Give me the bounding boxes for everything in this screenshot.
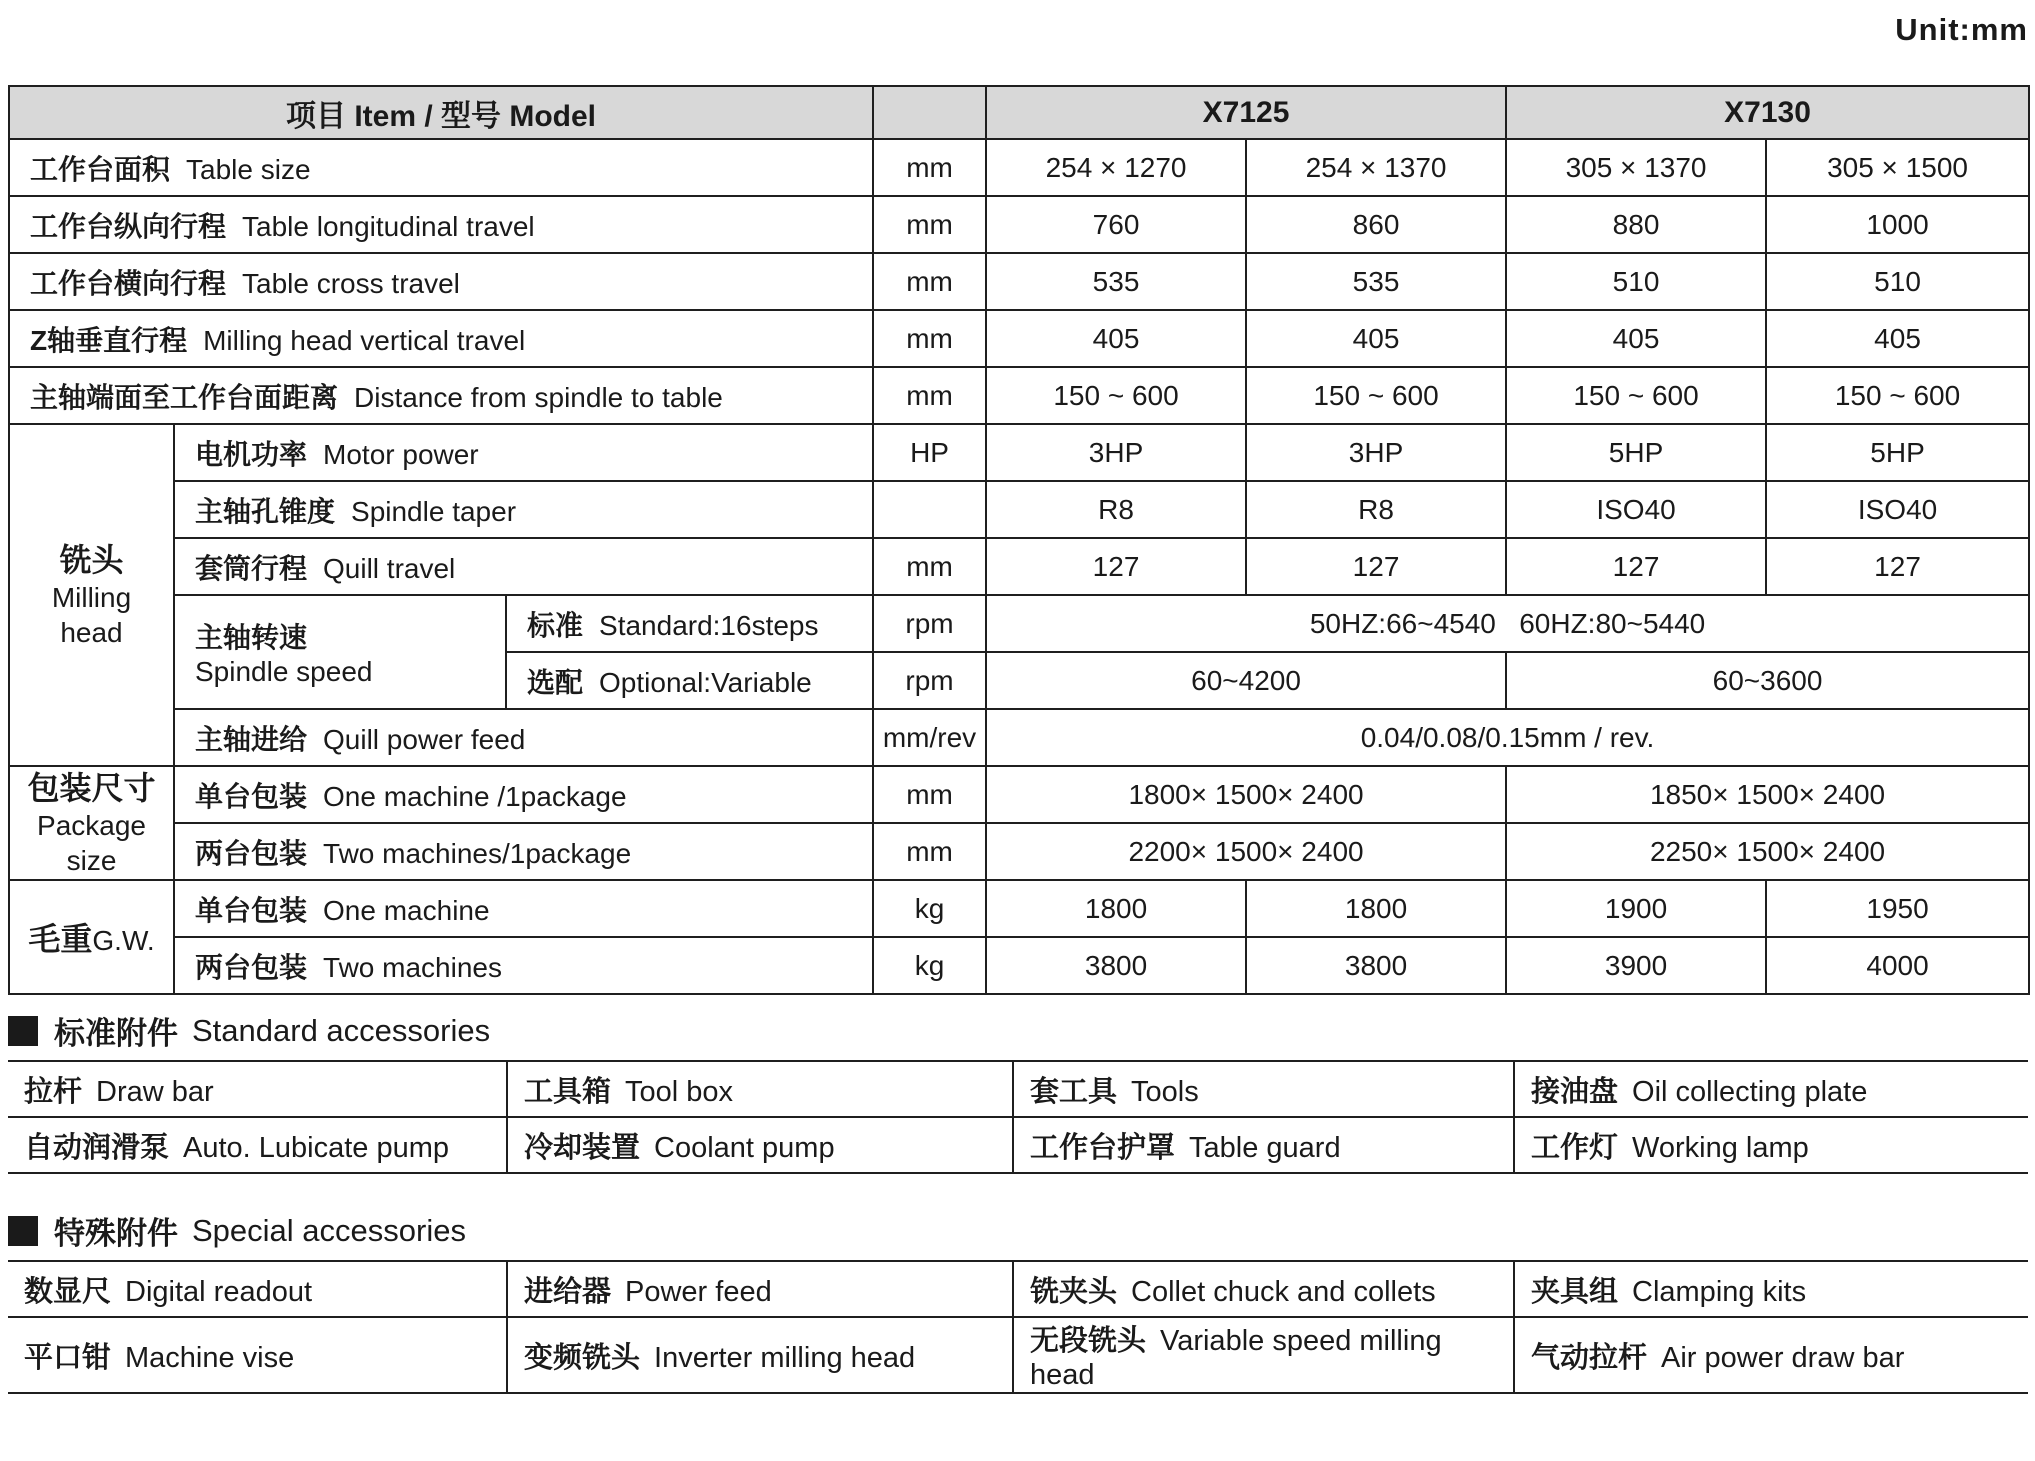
accessory-en: Tool box: [625, 1075, 734, 1108]
value-cell: 5HP: [1506, 424, 1766, 481]
row-label-zh: 主轴孔锥度: [195, 495, 336, 527]
row-vertical-travel: [9, 310, 2029, 367]
table-row: [8, 1317, 2028, 1393]
row-label-en: Table size: [186, 153, 311, 185]
value-cell: 535: [1246, 253, 1506, 310]
value-cell: R8: [1246, 481, 1506, 538]
accessory-zh: 气动拉杆: [1531, 1341, 1648, 1374]
model-header-x7130: X7130: [1506, 86, 2029, 139]
value-cell: 3HP: [986, 424, 1246, 481]
value-cell: 150 ~ 600: [1506, 367, 1766, 424]
value-cell: 405: [1246, 310, 1506, 367]
row-label: [9, 196, 873, 253]
section-title-en: Special accessories: [192, 1212, 466, 1248]
row-label: [174, 538, 873, 595]
section-bullet-square-icon: [8, 1216, 38, 1246]
accessory-cell: [507, 1261, 1013, 1317]
accessory-en: Collet chuck and collets: [1131, 1275, 1436, 1308]
group-label-gross-weight: [9, 880, 174, 994]
spindle-speed-label: [174, 595, 506, 709]
row-label-zh: 工作台纵向行程: [30, 210, 227, 242]
spec-table: [8, 85, 2030, 995]
row-label-zh: 标准: [527, 609, 584, 641]
accessory-zh: 平口钳: [24, 1341, 112, 1374]
row-label: [174, 481, 873, 538]
unit-cell: mm/rev: [873, 709, 986, 766]
unit-cell: rpm: [873, 595, 986, 652]
value-cell: 5HP: [1766, 424, 2029, 481]
row-package-one-machine: [9, 766, 2029, 823]
row-label-en: One machine /1package: [323, 780, 627, 812]
value-cell: 150 ~ 600: [1766, 367, 2029, 424]
value-cell: 3800: [1246, 937, 1506, 994]
value-cell: 405: [986, 310, 1246, 367]
unit-cell: mm: [873, 310, 986, 367]
group-label-zh: 铣头: [59, 542, 124, 578]
value-cell: 2200× 1500× 2400: [986, 823, 1506, 880]
group-label-en: G.W.: [92, 925, 155, 956]
accessory-cell: [1514, 1317, 2028, 1393]
accessory-cell: [1013, 1261, 1514, 1317]
accessory-cell: [507, 1117, 1013, 1173]
row-label: [9, 253, 873, 310]
value-cell: 1000: [1766, 196, 2029, 253]
accessory-cell: [1514, 1117, 2028, 1173]
row-label: [9, 139, 873, 196]
unit-cell: HP: [873, 424, 986, 481]
row-label-en: Quill travel: [323, 552, 456, 584]
special-accessories-heading: [8, 1208, 466, 1253]
value-cell: 1800: [986, 880, 1246, 937]
value-cell: 1800: [1246, 880, 1506, 937]
section-title-zh: 标准附件: [54, 1016, 178, 1051]
accessory-zh: 进给器: [524, 1275, 612, 1308]
value-cell: 3800: [986, 937, 1246, 994]
value-cell: 305 × 1370: [1506, 139, 1766, 196]
section-title-zh: 特殊附件: [54, 1216, 178, 1251]
group-label-milling-head: [9, 424, 174, 766]
row-label-zh: 主轴进给: [195, 723, 308, 755]
value-cell: 535: [986, 253, 1246, 310]
unit-cell: mm: [873, 367, 986, 424]
row-label-zh: 单台包装: [195, 780, 308, 812]
accessory-zh: 自动润滑泵: [24, 1131, 170, 1164]
row-label-en: Quill power feed: [323, 723, 526, 755]
value-cell: 60~3600: [1506, 652, 2029, 709]
value-cell: R8: [986, 481, 1246, 538]
accessory-zh: 无段铣头: [1030, 1325, 1147, 1357]
value-cell: 880: [1506, 196, 1766, 253]
speed-optional-label: [506, 652, 873, 709]
value-cell: ISO40: [1506, 481, 1766, 538]
row-label-en: One machine: [323, 894, 490, 926]
group-label-en: head: [60, 617, 123, 648]
accessory-zh: 套工具: [1030, 1075, 1118, 1108]
row-gw-two-machines: [9, 937, 2029, 994]
value-cell: ISO40: [1766, 481, 2029, 538]
unit-note: Unit:mm: [1895, 12, 2028, 47]
accessory-en: Machine vise: [125, 1341, 295, 1374]
accessory-en: Air power draw bar: [1661, 1341, 1905, 1374]
value-cell: 1800× 1500× 2400: [986, 766, 1506, 823]
accessory-zh: 工作灯: [1531, 1131, 1619, 1164]
row-label-en: Distance from spindle to table: [354, 381, 723, 413]
value-cell: 127: [1506, 538, 1766, 595]
row-cross-travel: [9, 253, 2029, 310]
accessory-cell: [1013, 1117, 1514, 1173]
row-label: [174, 937, 873, 994]
row-label-zh: 单台包装: [195, 894, 308, 926]
accessory-cell: [8, 1317, 507, 1393]
value-cell: 60~4200: [986, 652, 1506, 709]
section-bullet-square-icon: [8, 1016, 38, 1046]
row-label-zh: 两台包装: [195, 951, 308, 983]
accessory-zh: 铣夹头: [1030, 1275, 1118, 1308]
accessory-cell: [8, 1117, 507, 1173]
row-package-two-machines: [9, 823, 2029, 880]
accessory-cell: [507, 1317, 1013, 1393]
group-label-package-size: [9, 766, 174, 880]
unit-header-cell: [873, 86, 986, 139]
value-cell: 4000: [1766, 937, 2029, 994]
accessory-en: Table guard: [1189, 1131, 1341, 1164]
accessory-cell: [507, 1061, 1013, 1117]
accessory-zh: 数显尺: [24, 1275, 112, 1308]
row-label-en: Two machines/1package: [323, 837, 632, 869]
accessory-cell: [8, 1261, 507, 1317]
unit-cell: mm: [873, 766, 986, 823]
value-cell: 760: [986, 196, 1246, 253]
table-row: [8, 1261, 2028, 1317]
row-longitudinal-travel: [9, 196, 2029, 253]
row-label-en: Motor power: [323, 438, 479, 470]
section-title-en: Standard accessories: [192, 1012, 491, 1048]
value-cell: 510: [1766, 253, 2029, 310]
row-label: [174, 424, 873, 481]
row-label-zh: 主轴转速: [195, 622, 308, 653]
value-cell: 405: [1506, 310, 1766, 367]
row-spindle-speed-standard: [9, 595, 2029, 652]
row-quill-travel: [9, 538, 2029, 595]
row-label-zh: 主轴端面至工作台面距离: [30, 381, 339, 413]
row-label-zh: 电机功率: [195, 438, 308, 470]
table-row: [8, 1117, 2028, 1173]
accessory-zh: 工具箱: [524, 1075, 612, 1108]
accessory-en: Tools: [1131, 1075, 1199, 1108]
group-label-en: Milling: [51, 582, 132, 613]
value-cell: 3HP: [1246, 424, 1506, 481]
accessory-en: Draw bar: [96, 1075, 214, 1108]
row-label-zh: 两台包装: [195, 837, 308, 869]
row-label-en: Spindle speed: [195, 656, 373, 687]
row-label-en: Optional:Variable: [599, 666, 812, 698]
row-label-en: Spindle taper: [351, 495, 517, 527]
value-cell: 127: [986, 538, 1246, 595]
row-label: [9, 310, 873, 367]
value-cell: 1900: [1506, 880, 1766, 937]
row-label-zh: Z轴垂直行程: [30, 324, 188, 356]
value-cell: 3900: [1506, 937, 1766, 994]
row-label-en: Table cross travel: [242, 267, 460, 299]
standard-accessories-heading: [8, 1008, 490, 1053]
value-cell: 254 × 1370: [1246, 139, 1506, 196]
value-cell: 150 ~ 600: [1246, 367, 1506, 424]
accessory-en: Auto. Lubicate pump: [183, 1131, 450, 1164]
accessory-en: Oil collecting plate: [1632, 1075, 1868, 1108]
group-label-zh: 包装尺寸: [27, 770, 156, 806]
speed-standard-label: [506, 595, 873, 652]
special-accessories-table: [8, 1260, 2028, 1394]
accessory-cell: [1013, 1317, 1514, 1393]
unit-cell: mm: [873, 253, 986, 310]
accessory-en: Digital readout: [125, 1275, 313, 1308]
value-cell: 860: [1246, 196, 1506, 253]
row-label-zh: 工作台横向行程: [30, 267, 227, 299]
unit-cell: kg: [873, 937, 986, 994]
row-label-en: Milling head vertical travel: [203, 324, 526, 356]
value-cell: 127: [1246, 538, 1506, 595]
accessory-en: Power feed: [625, 1275, 772, 1308]
value-cell: 127: [1766, 538, 2029, 595]
value-cell: 405: [1766, 310, 2029, 367]
standard-accessories-table: [8, 1060, 2028, 1174]
unit-cell: [873, 481, 986, 538]
row-label: [174, 823, 873, 880]
row-spindle-distance: [9, 367, 2029, 424]
item-model-header: 项目 Item / 型号 Model: [9, 86, 873, 139]
group-label-en: Package size: [37, 810, 146, 876]
row-label-en: Standard:16steps: [599, 609, 819, 641]
accessory-cell: [1514, 1061, 2028, 1117]
row-label-en: Two machines: [323, 951, 502, 983]
unit-cell: mm: [873, 823, 986, 880]
accessory-en: Working lamp: [1632, 1131, 1809, 1164]
row-motor-power: [9, 424, 2029, 481]
unit-cell: mm: [873, 196, 986, 253]
accessory-zh: 工作台护罩: [1030, 1131, 1176, 1164]
value-cell: 1850× 1500× 2400: [1506, 766, 2029, 823]
accessory-zh: 变频铣头: [524, 1341, 641, 1374]
accessory-cell: [1514, 1261, 2028, 1317]
row-label: [174, 709, 873, 766]
model-header-x7125: X7125: [986, 86, 1506, 139]
row-gw-one-machine: [9, 880, 2029, 937]
accessory-zh: 接油盘: [1531, 1075, 1619, 1108]
accessory-zh: 拉杆: [24, 1075, 83, 1108]
unit-cell: mm: [873, 139, 986, 196]
spec-header-row: [9, 86, 2029, 139]
accessory-zh: 冷却装置: [524, 1131, 641, 1164]
row-label-zh: 工作台面积: [30, 153, 171, 185]
row-label: [174, 766, 873, 823]
row-label: [174, 880, 873, 937]
value-cell: 50HZ:66~4540 60HZ:80~5440: [986, 595, 2029, 652]
value-cell: 150 ~ 600: [986, 367, 1246, 424]
row-quill-power-feed: [9, 709, 2029, 766]
value-cell: 2250× 1500× 2400: [1506, 823, 2029, 880]
accessory-en: Variable speed milling head: [1030, 1325, 1442, 1391]
row-label-zh: 选配: [527, 666, 584, 698]
row-label-zh: 套筒行程: [195, 552, 308, 584]
value-cell: 305 × 1500: [1766, 139, 2029, 196]
unit-cell: rpm: [873, 652, 986, 709]
value-cell: 1950: [1766, 880, 2029, 937]
value-cell: 254 × 1270: [986, 139, 1246, 196]
row-spindle-taper: [9, 481, 2029, 538]
unit-cell: mm: [873, 538, 986, 595]
accessory-cell: [1013, 1061, 1514, 1117]
row-table-size: [9, 139, 2029, 196]
accessory-en: Inverter milling head: [654, 1341, 916, 1374]
row-label-en: Table longitudinal travel: [242, 210, 535, 242]
accessory-zh: 夹具组: [1531, 1275, 1619, 1308]
unit-cell: kg: [873, 880, 986, 937]
accessory-en: Coolant pump: [654, 1131, 835, 1164]
value-cell: 510: [1506, 253, 1766, 310]
table-row: [8, 1061, 2028, 1117]
group-label-zh: 毛重: [28, 921, 93, 957]
value-cell: 0.04/0.08/0.15mm / rev.: [986, 709, 2029, 766]
row-label: [9, 367, 873, 424]
accessory-cell: [8, 1061, 507, 1117]
accessory-en: Clamping kits: [1632, 1275, 1807, 1308]
